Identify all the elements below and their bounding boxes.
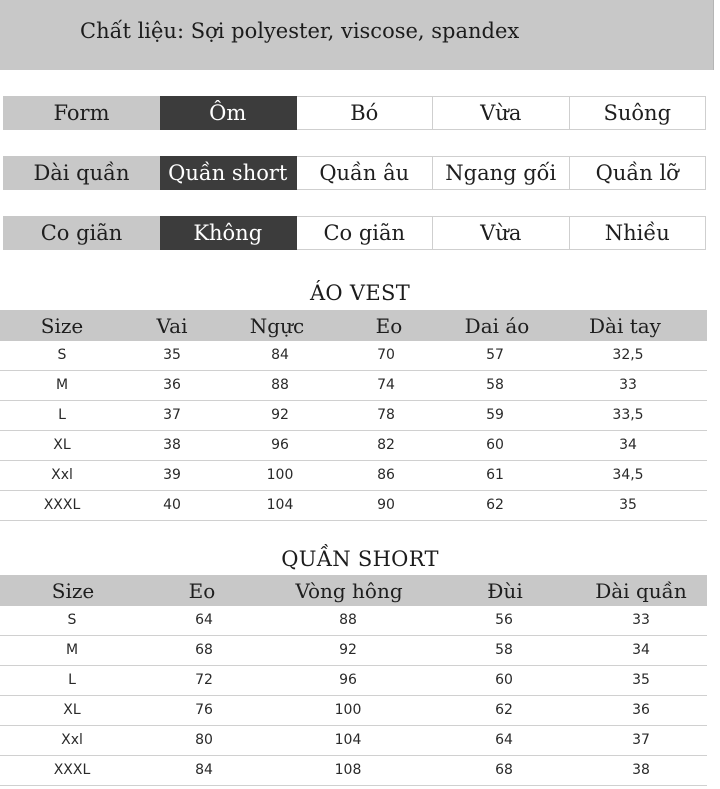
attribute-option: Suông [570,96,707,130]
table-cell: 84 [271,347,289,363]
material-text: Chất liệu: Sợi polyester, viscose, spandex [80,19,520,43]
column-header: Đùi [487,579,523,603]
table-cell: L [58,407,66,423]
attribute-option: Co giãn [297,216,434,250]
attribute-option: Vừa [433,216,570,250]
column-header: Dài tay [589,314,661,338]
table-cell: 60 [486,437,504,453]
table-cell: 33 [619,377,637,393]
table-cell: 37 [163,407,181,423]
table-cell: L [68,672,76,688]
table-cell: 37 [632,732,650,748]
table-cell: 57 [486,347,504,363]
table-cell: 68 [195,642,213,658]
table-cell: 104 [334,732,362,748]
column-header: Size [40,314,84,338]
attribute-label: Co giãn [3,216,160,250]
table-cell: Xxl [61,732,83,748]
table-cell: 64 [495,732,513,748]
table-row [0,636,707,666]
table-cell: 92 [339,642,357,658]
table-cell: 36 [632,702,650,718]
table-cell: 35 [632,672,650,688]
table-row [0,491,707,521]
table-cell: 60 [495,672,513,688]
attribute-option: Quần âu [297,156,434,190]
column-header: Dài quần [595,579,687,603]
attribute-option-selected: Không [160,216,297,250]
table-cell: 68 [495,762,513,778]
column-header: Dai áo [464,314,530,338]
table-row [0,606,707,636]
table-row [0,726,707,756]
table-cell: XL [63,702,81,718]
table-cell: 96 [271,437,289,453]
table-cell: 100 [334,702,362,718]
table-cell: M [65,642,79,658]
attribute-row [3,96,706,130]
table-cell: 72 [195,672,213,688]
table-row [0,371,707,401]
table-cell: M [55,377,69,393]
table-cell: 58 [486,377,504,393]
table-cell: S [67,612,77,628]
attribute-option: Vừa [433,96,570,130]
table-cell: 88 [339,612,357,628]
attribute-label: Dài quần [3,156,160,190]
table-row [0,696,707,726]
table-cell: Xxl [51,467,73,483]
table-cell: 34 [632,642,650,658]
table-cell: 78 [377,407,395,423]
table-cell: 62 [495,702,513,718]
attribute-option: Bó [297,96,434,130]
table-row [0,341,707,371]
shorts-title: QUẦN SHORT [281,547,439,571]
table-cell: 36 [163,377,181,393]
column-header: Eo [375,314,403,338]
table-row [0,431,707,461]
table-cell: 62 [486,497,504,513]
table-cell: 88 [271,377,289,393]
table-cell: S [57,347,67,363]
table-cell: 92 [271,407,289,423]
table-cell: XXXL [43,497,81,513]
attribute-row [3,156,706,190]
table-cell: 32,5 [612,347,644,363]
table-row [0,461,707,491]
table-cell: 104 [266,497,294,513]
table-cell: 38 [632,762,650,778]
table-cell: 35 [619,497,637,513]
column-header: Vòng hông [295,579,403,603]
attribute-option: Nhiều [570,216,707,250]
table-cell: 61 [486,467,504,483]
table-cell: XL [53,437,71,453]
attribute-label: Form [3,96,160,130]
table-cell: 33,5 [612,407,644,423]
table-cell: 80 [195,732,213,748]
table-header [0,310,707,341]
column-header: Vai [156,314,188,338]
attribute-option: Ngang gối [433,156,570,190]
table-cell: 33 [632,612,650,628]
table-cell: 64 [195,612,213,628]
table-cell: 34,5 [612,467,644,483]
table-cell: 38 [163,437,181,453]
table-cell: 40 [163,497,181,513]
table-cell: 39 [163,467,181,483]
attribute-option-selected: Quần short [160,156,297,190]
table-cell: 76 [195,702,213,718]
material-banner [0,0,714,70]
shorts-size-table [0,575,707,786]
table-cell: 86 [377,467,395,483]
table-cell: XXXL [53,762,91,778]
table-cell: 70 [377,347,395,363]
table-cell: 34 [619,437,637,453]
table-cell: 35 [163,347,181,363]
table-cell: 108 [334,762,362,778]
column-header: Size [51,579,95,603]
table-header [0,575,707,606]
table-cell: 100 [266,467,294,483]
column-header: Eo [188,579,216,603]
attribute-option: Quần lỡ [570,156,707,190]
table-cell: 59 [486,407,504,423]
table-row [0,756,707,786]
table-cell: 56 [495,612,513,628]
table-cell: 90 [377,497,395,513]
table-cell: 74 [377,377,395,393]
vest-title: ÁO VEST [309,281,411,305]
table-cell: 96 [339,672,357,688]
attribute-row [3,216,706,250]
table-row [0,401,707,431]
table-cell: 58 [495,642,513,658]
column-header: Ngực [249,314,305,338]
vest-size-table [0,310,707,521]
table-cell: 84 [195,762,213,778]
table-cell: 82 [377,437,395,453]
attribute-option-selected: Ôm [160,96,297,130]
table-row [0,666,707,696]
